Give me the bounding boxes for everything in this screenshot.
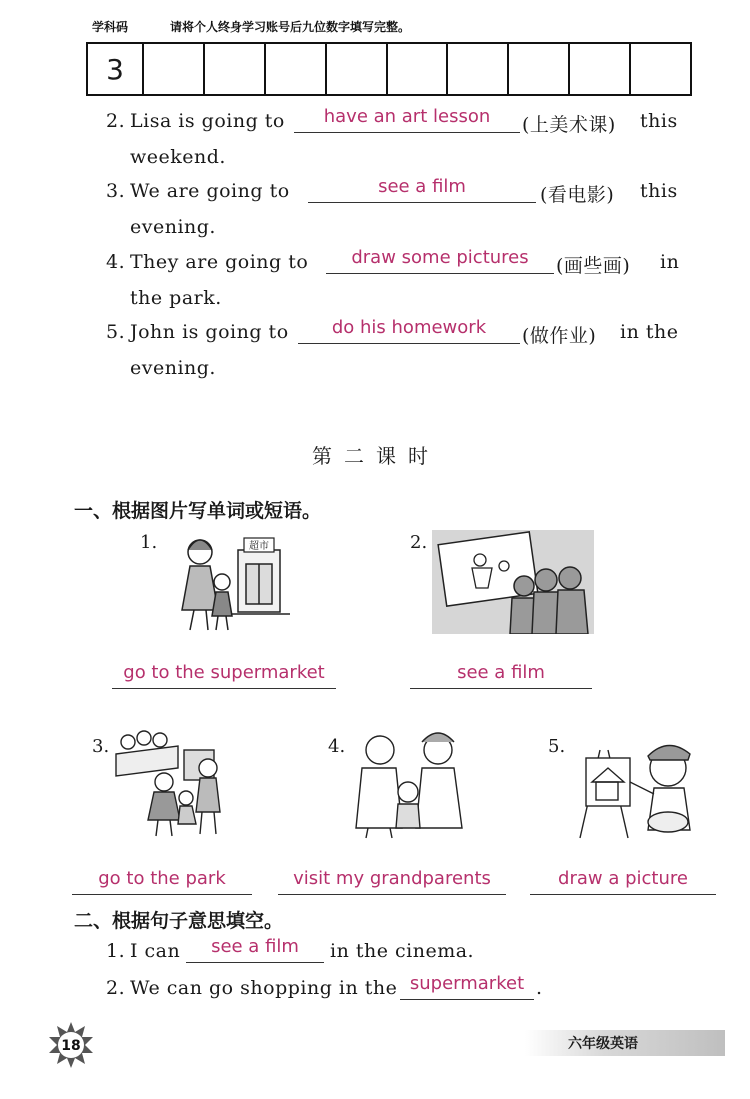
supermarket-sign: 超市 bbox=[249, 541, 269, 552]
item-continuation: the park. bbox=[130, 287, 222, 309]
supermarket-illustration bbox=[160, 530, 310, 640]
digit-cell[interactable] bbox=[205, 44, 266, 94]
answer-blank[interactable]: have an art lesson bbox=[294, 106, 520, 133]
grandparents-illustration bbox=[346, 728, 476, 840]
item-prefix: Lisa is going to bbox=[130, 110, 285, 132]
picture-answer[interactable]: go to the park bbox=[72, 868, 252, 895]
item-hint: (画些画) bbox=[556, 255, 631, 277]
item-continuation: evening. bbox=[130, 216, 216, 238]
item-continuation: evening. bbox=[130, 357, 216, 379]
item-suffix: in the cinema. bbox=[330, 940, 475, 962]
item-continuation: weekend. bbox=[130, 146, 226, 168]
digit-cell[interactable] bbox=[631, 44, 690, 94]
item-number: 2. bbox=[106, 977, 126, 999]
item-prefix: We can go shopping in the bbox=[130, 977, 398, 999]
page-number: 18 bbox=[61, 1038, 81, 1054]
item-number: 2. bbox=[106, 110, 126, 132]
digit-cell[interactable] bbox=[388, 44, 449, 94]
item-suffix: this bbox=[640, 180, 678, 202]
digit-cell[interactable] bbox=[144, 44, 205, 94]
item-hint: (做作业) bbox=[522, 325, 597, 347]
item-suffix: in the bbox=[620, 321, 679, 343]
drawing-illustration bbox=[572, 730, 706, 842]
item-number: 1. bbox=[106, 940, 126, 962]
item-prefix: John is going to bbox=[130, 321, 289, 343]
item-prefix: They are going to bbox=[130, 251, 309, 273]
answer-blank[interactable]: supermarket bbox=[400, 973, 534, 1000]
answer-blank[interactable]: see a film bbox=[186, 936, 324, 963]
digit-cell[interactable] bbox=[327, 44, 388, 94]
account-instruction: 请将个人终身学习账号后九位数字填写完整。 bbox=[170, 20, 411, 34]
picture-number: 3. bbox=[92, 736, 110, 757]
answer-blank[interactable]: do his homework bbox=[298, 317, 520, 344]
item-suffix: in bbox=[660, 251, 680, 273]
subject-code-value: 3 bbox=[88, 44, 144, 94]
item-prefix: I can bbox=[130, 940, 181, 962]
grade-subject-label: 六年级英语 bbox=[568, 1036, 638, 1052]
picture-number: 1. bbox=[140, 532, 158, 553]
item-number: 4. bbox=[106, 251, 126, 273]
cinema-illustration bbox=[432, 530, 594, 634]
item-hint: (看电影) bbox=[540, 184, 615, 206]
digit-cell[interactable] bbox=[266, 44, 327, 94]
digit-cell[interactable] bbox=[448, 44, 509, 94]
picture-answer[interactable]: see a film bbox=[410, 662, 592, 689]
item-suffix: . bbox=[536, 977, 543, 999]
item-number: 3. bbox=[106, 180, 126, 202]
picture-number: 2. bbox=[410, 532, 428, 553]
picture-answer[interactable]: draw a picture bbox=[530, 868, 716, 895]
park-illustration bbox=[108, 728, 238, 840]
digit-cell[interactable] bbox=[509, 44, 570, 94]
item-hint: (上美术课) bbox=[522, 114, 616, 136]
picture-answer[interactable]: go to the supermarket bbox=[112, 662, 336, 689]
answer-blank[interactable]: draw some pictures bbox=[326, 247, 554, 274]
answer-blank[interactable]: see a film bbox=[308, 176, 536, 203]
item-prefix: We are going to bbox=[130, 180, 290, 202]
item-number: 5. bbox=[106, 321, 126, 343]
section-1-title: 一、根据图片写单词或短语。 bbox=[74, 500, 322, 522]
lesson-title: 第二课时 bbox=[312, 444, 440, 468]
account-code-box bbox=[86, 42, 692, 96]
item-suffix: this bbox=[640, 110, 678, 132]
page-number-badge bbox=[46, 1020, 96, 1070]
picture-answer[interactable]: visit my grandparents bbox=[278, 868, 506, 895]
section-2-title: 二、根据句子意思填空。 bbox=[74, 910, 284, 932]
picture-number: 4. bbox=[328, 736, 346, 757]
digit-cell[interactable] bbox=[570, 44, 631, 94]
picture-number: 5. bbox=[548, 736, 566, 757]
subject-code-label: 学科码 bbox=[92, 20, 129, 34]
